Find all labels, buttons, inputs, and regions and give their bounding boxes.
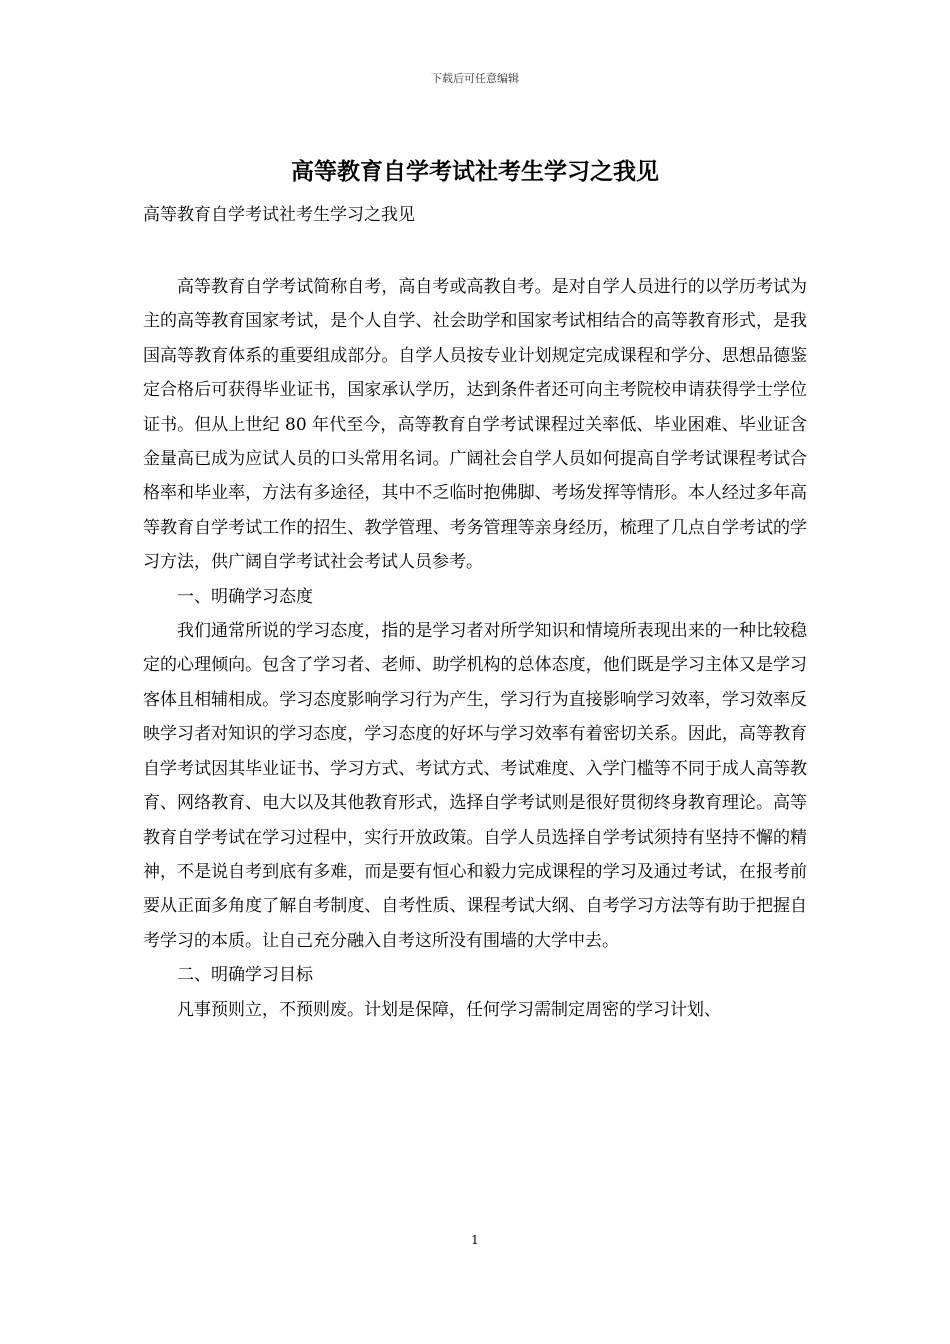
paragraph-attitude: 我们通常所说的学习态度，指的是学习者对所学知识和情境所表现出来的一种比较稳定的心理倾向。包含了学习者、老师、助学机构的总体态度，他们既是学习主体又是学习客体且相辅相成。学习态度影响学习行为产生，学习行为直接影响学习效率，学习效率反映学习者对知识的学习态度，学习态度的好坏与学习效率有着密切关系。因此，高等教育自学考试因其毕业证书、学习方式、考试方式、考试难度、入学门槛等不同于成人高等教育、网络教育、电大以及其他教育形式，选择自学考试则是很好贯彻终身教育理论。高等教育自学考试在学习过程中，实行开放政策。自学人员选择自学考试须持有坚持不懈的精神，不是说自考到底有多难，而是要有恒心和毅力完成课程的学习及通过考试，在报考前要从正面多角度了解自考制度、自考性质、课程考试大纲、自考学习方法等有助于把握自考学习的本质。让自己充分融入自考这所没有围墙的大学中去。 [143,621,807,951]
document-title: 高等教育自学考试社考生学习之我见 [291,158,659,185]
page-number: 1 [471,1233,479,1247]
paragraph-intro: 高等教育自学考试简称自考，高自考或高教自考。是对自学人员进行的以学历考试为主的高等教育国家考试，是个人自学、社会助学和国家考试相结合的高等教育形式，是我国高等教育体系的重要组成部分。自学人员按专业计划规定完成课程和学分、思想品德鉴定合格后可获得毕业证书，国家承认学历，达到条件者还可向主考院校申请获得学士学位证书。但从上世纪 80 年代至今，高等教育自学考试课程过关率低、毕业困难、毕业证含金量高已成为应试人员的口头常用名词。广阔社会自学人员如何提高自学考试课程考试合格率和毕业率，方法有多途径，其中不乏临时抱佛脚、考场发挥等情形。本人经过多年高等教育自学考试工作的招生、教学管理、考务管理等亲身经历，梳理了几点自学考试的学习方法，供广阔自学考试社会考试人员参考。 [143,277,807,573]
paragraph-goals: 凡事预则立，不预则废。计划是保障，任何学习需制定周密的学习计划、 [177,999,721,1020]
page-header: 下载后可任意编辑 [431,72,519,85]
document-subtitle: 高等教育自学考试社考生学习之我见 [143,205,415,225]
section-heading-1: 一、明确学习态度 [177,586,313,607]
section-heading-2: 二、明确学习目标 [177,965,313,986]
document-body [143,270,807,1027]
